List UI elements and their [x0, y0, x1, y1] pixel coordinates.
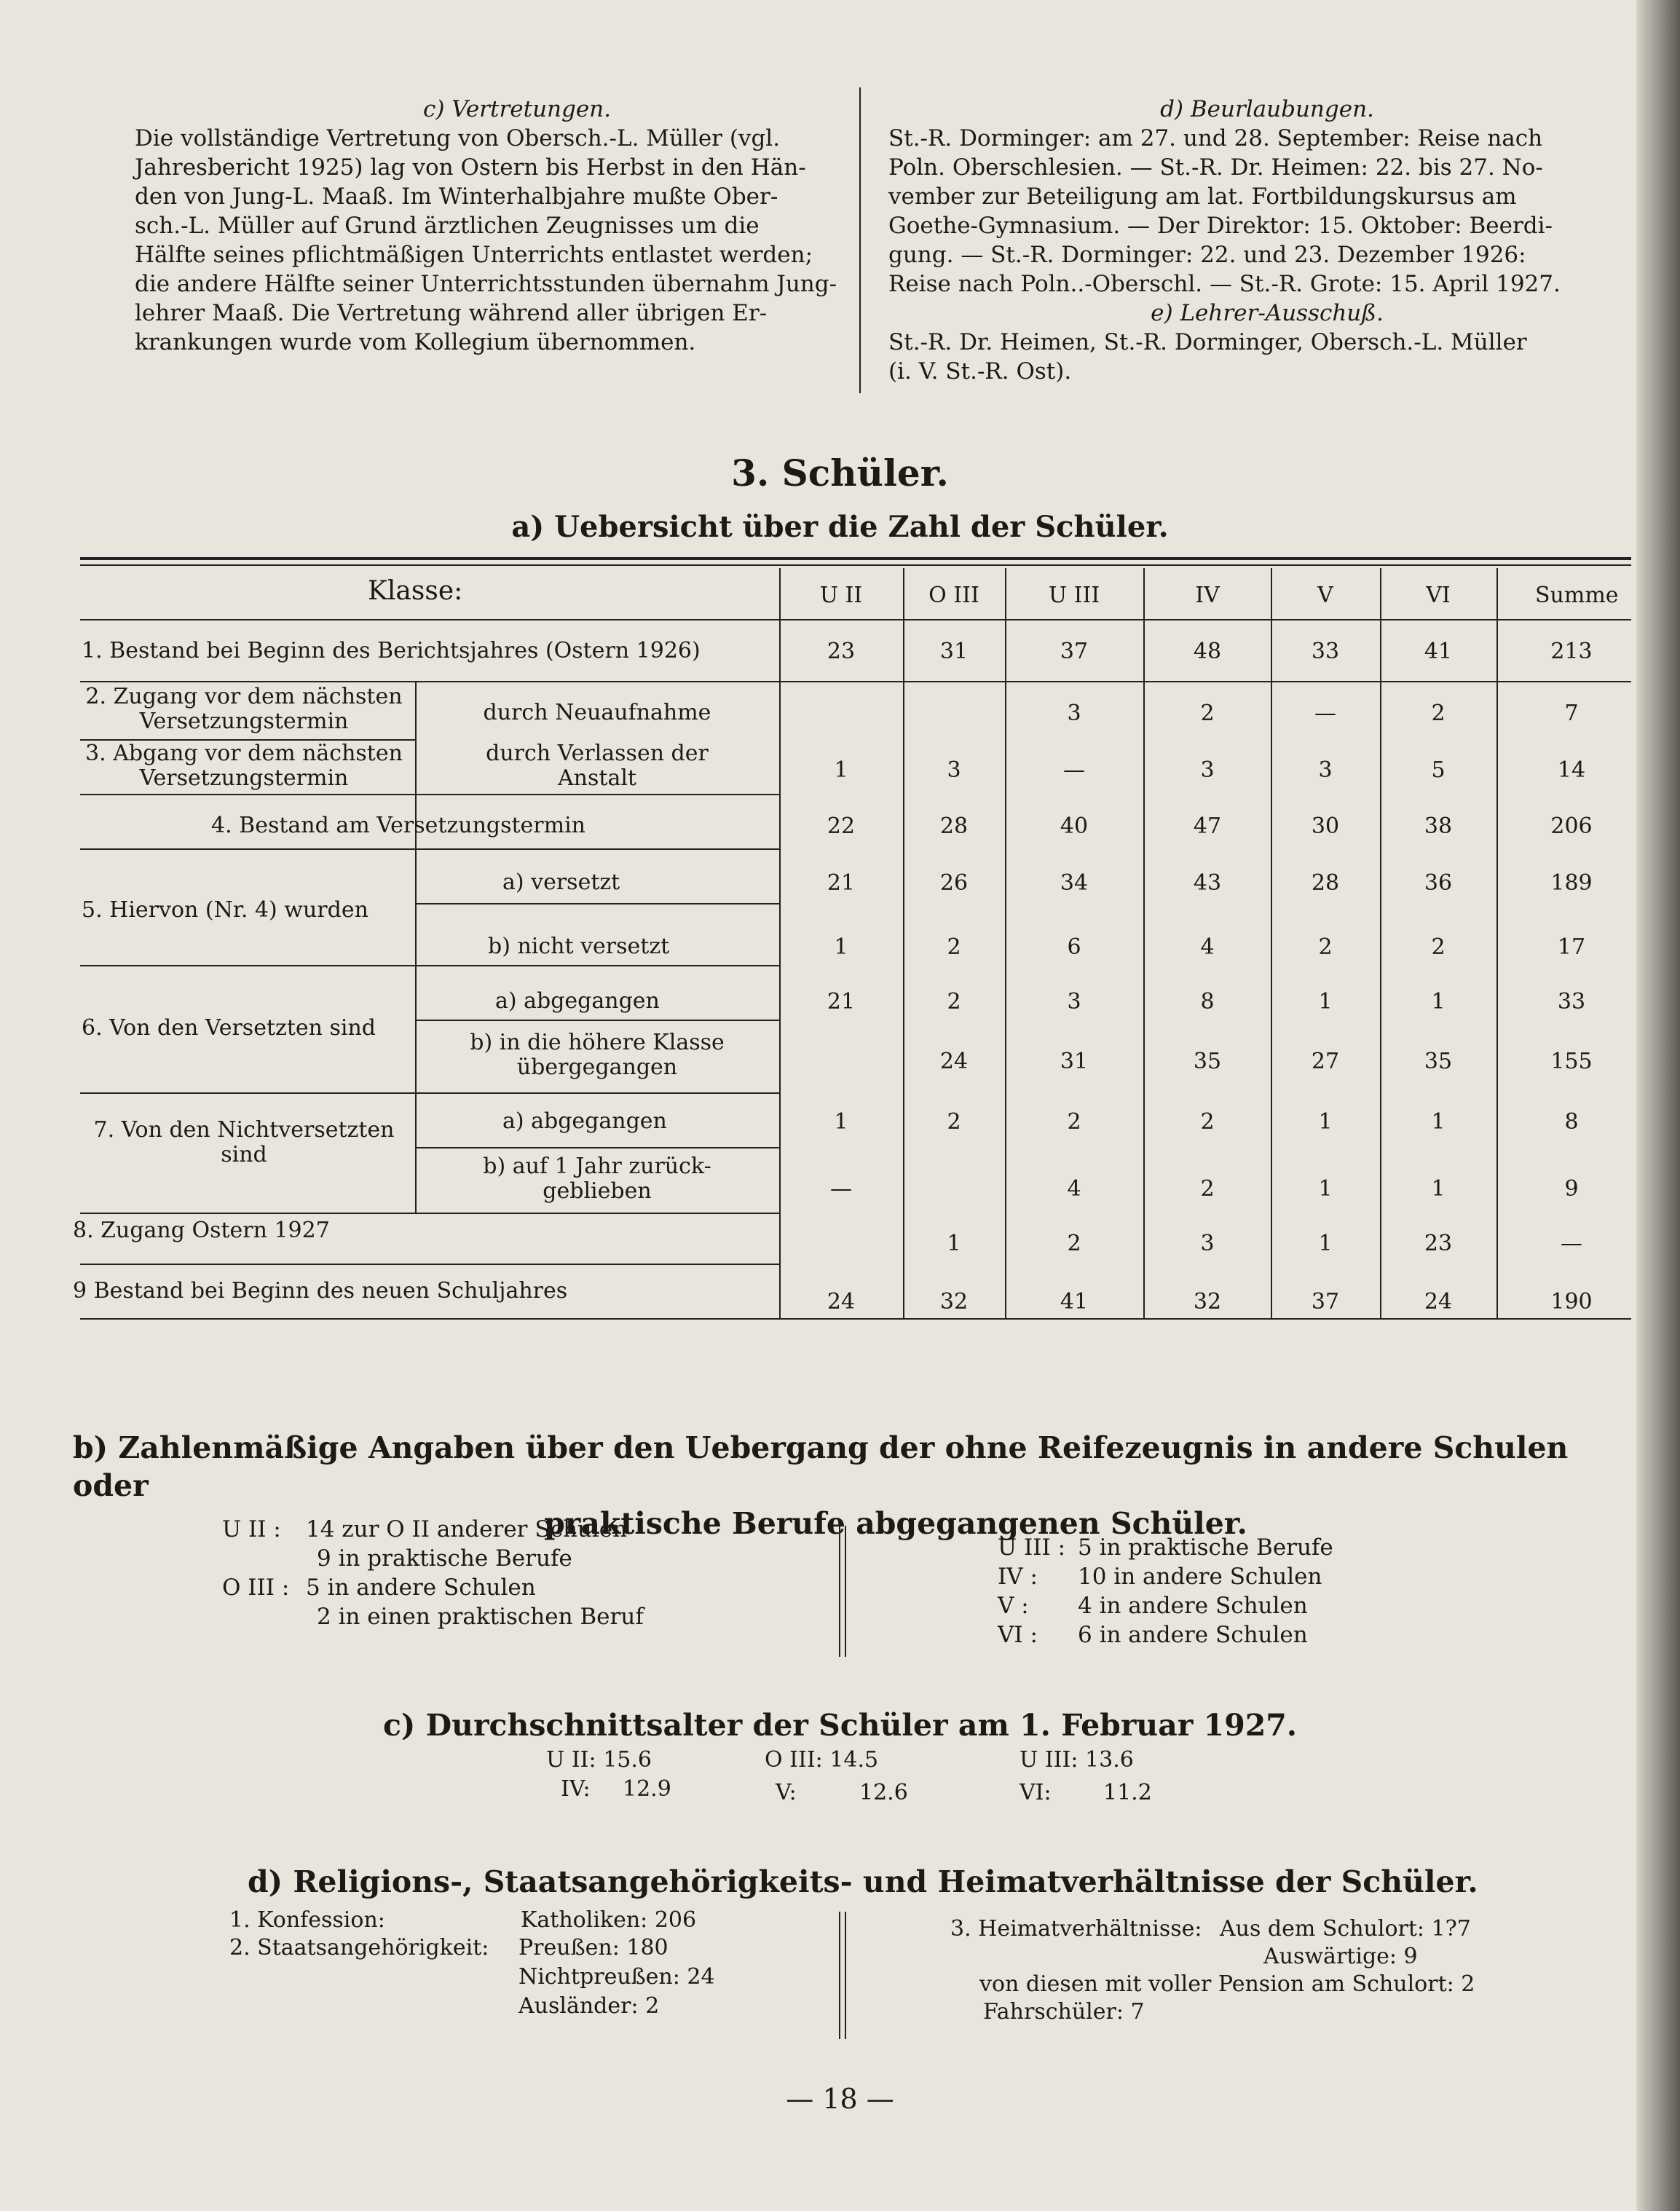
table-cell: 1 — [834, 1109, 848, 1135]
vertretungen-heading: c) Vertretungen. — [422, 96, 612, 122]
vertretungen-text — [135, 124, 841, 357]
list-item-text: 4 in andere Schulen — [1078, 1593, 1308, 1619]
table-cell: 40 — [1060, 813, 1089, 839]
table-rule — [80, 1264, 779, 1265]
table-cell: 37 — [1311, 1289, 1340, 1315]
age-value: 11.2 — [1103, 1780, 1152, 1805]
table-cell: 48 — [1193, 639, 1222, 664]
row-label: 8. Zugang Ostern 1927 — [73, 1218, 330, 1243]
table-cell: 3 — [1200, 1231, 1215, 1256]
text-line: die andere Hälfte seiner Unterrichtsstunden übernahm Jung- — [135, 271, 837, 297]
row-sublabel: durch Neuaufnahme — [483, 700, 711, 725]
klasse-label: Klasse: — [368, 576, 463, 606]
list-item-text: 2 in einen praktischen Beruf — [317, 1604, 644, 1630]
table-cell: 36 — [1424, 870, 1453, 896]
age-class: V: — [776, 1780, 797, 1805]
table-cell: 31 — [939, 639, 969, 664]
age-value: 12.6 — [859, 1780, 908, 1805]
table-cell: 17 — [1557, 934, 1586, 960]
column-header: U III — [1048, 583, 1100, 608]
table-cell: 41 — [1060, 1289, 1089, 1315]
table-cell: 1 — [834, 934, 848, 960]
column-header: IV — [1195, 583, 1220, 608]
table-cell: 2 — [1318, 934, 1333, 960]
table-cell: 32 — [939, 1289, 969, 1315]
table-cell: 2 — [947, 989, 961, 1014]
list-item-text: 5 in andere Schulen — [306, 1574, 536, 1601]
table-cell: 1 — [1318, 989, 1333, 1014]
staat-value: Preußen: 180 — [518, 1935, 669, 1960]
table-rule — [80, 564, 1631, 566]
table-cell: 24 — [1424, 1289, 1453, 1315]
age-value: 13.6 — [1085, 1747, 1134, 1773]
list-item — [222, 1515, 863, 1544]
table-cell: 3 — [1200, 757, 1215, 783]
row-sublabel: a) abgegangen — [502, 1108, 667, 1134]
row-sublabel: b) in die höhere Klasse übergegangen — [470, 1030, 725, 1080]
class-label: VI : — [998, 1622, 1038, 1648]
table-cell: 2 — [1067, 1231, 1081, 1256]
table-cell: 1 — [1318, 1176, 1333, 1202]
row-sublabel: b) auf 1 Jahr zurück-geblieben — [483, 1154, 711, 1204]
table-rule — [80, 1213, 779, 1214]
table-cell: 24 — [827, 1289, 856, 1315]
table-rule — [80, 1318, 1631, 1320]
table-rule — [80, 619, 1631, 620]
table-cell: 2 — [1431, 934, 1446, 960]
table-cell: 1 — [947, 1231, 961, 1256]
table-cell: 5 — [1431, 757, 1446, 783]
row-label: 1. Bestand bei Beginn des Berichtsjahres (Ostern 1926) — [82, 638, 701, 663]
text-line: gung. — St.-R. Dorminger: 22. und 23. Dezember 1926: — [888, 242, 1526, 268]
list-item — [222, 1544, 863, 1573]
table-cell: 24 — [939, 1049, 969, 1074]
column-divider — [845, 1526, 846, 1657]
class-label: IV : — [998, 1564, 1038, 1590]
row-label: 3. Abgang vor dem nächsten Versetzungstermin — [85, 741, 403, 791]
list-item-text: 14 zur O II anderer Schulen — [306, 1516, 628, 1542]
text-line: Goethe-Gymnasium. — Der Direktor: 15. Oktober: Beerdi- — [888, 213, 1553, 239]
age-item — [765, 1748, 878, 1773]
table-cell: 30 — [1311, 813, 1340, 839]
section-c-title: c) Durchschnittsalter der Schüler am 1. Februar 1927. — [382, 1708, 1298, 1743]
age-item — [776, 1781, 908, 1805]
table-cell: 3 — [1318, 757, 1333, 783]
table-cell: 22 — [827, 813, 856, 839]
row-label: 5. Hiervon (Nr. 4) wurden — [82, 897, 368, 923]
column-header: U II — [819, 583, 863, 608]
text-line: Die vollständige Vertretung von Obersch.-L. Müller (vgl. — [135, 125, 781, 151]
table-cell: 28 — [1311, 870, 1340, 896]
table-cell: 9 — [1564, 1176, 1579, 1202]
column-divider — [839, 1526, 840, 1657]
table-cell: 26 — [939, 870, 969, 896]
table-cell: 4 — [1200, 934, 1215, 960]
list-item — [998, 1562, 1507, 1591]
class-label: V : — [998, 1593, 1029, 1619]
row-sublabel: durch Verlassen der Anstalt — [486, 741, 709, 791]
row-label: 7. Von den Nichtversetzten sind — [93, 1117, 395, 1167]
text-line: Reise nach Poln..-Oberschl. — St.-R. Grote: 15. April 1927. — [888, 271, 1561, 297]
table-cell: 35 — [1424, 1049, 1453, 1074]
table-cell: — — [1314, 701, 1336, 726]
text-line: Hälfte seines pflichtmäßigen Unterrichts entlastet werden; — [135, 242, 813, 268]
list-item — [222, 1573, 863, 1602]
text-line: vember zur Beteiligung am lat. Fortbildungskursus am — [888, 184, 1517, 210]
column-header: V — [1317, 583, 1333, 608]
table-cell: 189 — [1550, 870, 1593, 896]
row-label: 6. Von den Versetzten sind — [82, 1015, 376, 1041]
text-line: den von Jung-L. Maaß. Im Winterhalbjahre mußte Ober- — [135, 184, 778, 210]
list-item-text: 6 in andere Schulen — [1078, 1622, 1308, 1648]
table-cell: 2 — [1200, 1109, 1215, 1135]
table-cell: 28 — [939, 813, 969, 839]
konfession-value: Katholiken: 206 — [521, 1907, 697, 1933]
table-vrule — [1496, 568, 1498, 1318]
age-item — [561, 1777, 671, 1802]
text-line: (i. V. St.-R. Ost). — [888, 358, 1072, 385]
table-cell: 2 — [1200, 1176, 1215, 1202]
table-cell: 27 — [1311, 1049, 1340, 1074]
row-label: 4. Bestand am Versetzungstermin — [211, 813, 585, 838]
age-item — [1020, 1781, 1152, 1805]
table-cell: 43 — [1193, 870, 1222, 896]
table-vrule — [779, 568, 781, 1318]
table-rule — [415, 1020, 779, 1021]
section-b-title-line1: b) Zahlenmäßige Angaben über den Uebergang der ohne Reifezeugnis in andere Schulen oder — [73, 1430, 1569, 1503]
table-rule — [80, 794, 779, 795]
table-cell: — — [830, 1176, 852, 1202]
table-cell: 1 — [1431, 1109, 1446, 1135]
table-cell: 33 — [1557, 989, 1586, 1014]
list-item-text: 5 in praktische Berufe — [1078, 1534, 1333, 1561]
table-rule — [80, 965, 779, 966]
table-cell: 23 — [1424, 1231, 1453, 1256]
page-number: — 18 — — [786, 2083, 894, 2115]
list-item — [998, 1620, 1507, 1650]
text-line: Poln. Oberschlesien. — St.-R. Dr. Heimen: 22. bis 27. No- — [888, 154, 1543, 181]
table-cell: 47 — [1193, 813, 1222, 839]
table-cell: 190 — [1550, 1289, 1593, 1315]
table-cell: 32 — [1193, 1289, 1222, 1315]
age-item — [1020, 1748, 1134, 1773]
table-cell: — — [1063, 757, 1085, 783]
staat-label: 2. Staatsangehörigkeit: — [229, 1935, 489, 1960]
table-cell: 2 — [1431, 701, 1446, 726]
table-cell: 1 — [834, 757, 848, 783]
table-cell: 35 — [1193, 1049, 1222, 1074]
beurlaubungen-heading: d) Beurlaubungen. — [1160, 96, 1374, 122]
table-cell: 2 — [1200, 701, 1215, 726]
column-header: Summe — [1535, 583, 1619, 608]
table-cell: 8 — [1564, 1109, 1579, 1135]
table-cell: 21 — [827, 989, 856, 1014]
table-rule — [415, 1147, 779, 1148]
table-cell: 3 — [1067, 989, 1081, 1014]
row-sublabel: a) abgegangen — [495, 988, 660, 1014]
row-label: 2. Zugang vor dem nächsten Versetzungstermin — [85, 684, 403, 734]
heimat-label: 3. Heimatverhältnisse: — [950, 1916, 1202, 1942]
text-line: Jahresbericht 1925) lag von Ostern bis Herbst in den Hän- — [135, 154, 806, 181]
age-class: U II: — [546, 1747, 596, 1773]
text-line: St.-R. Dr. Heimen, St.-R. Dorminger, Obersch.-L. Müller — [888, 329, 1527, 355]
age-item — [546, 1748, 652, 1773]
table-cell: 31 — [1060, 1049, 1089, 1074]
column-header: VI — [1426, 583, 1451, 608]
column-divider — [839, 1912, 840, 2039]
text-line: krankungen wurde vom Kollegium übernommen. — [135, 329, 696, 355]
column-divider — [845, 1912, 846, 2039]
age-class: U III: — [1020, 1747, 1078, 1773]
table-cell: 3 — [1067, 701, 1081, 726]
table-cell: 37 — [1060, 639, 1089, 664]
text-line: sch.-L. Müller auf Grund ärztlichen Zeugnisses um die — [135, 213, 760, 239]
table-cell: 41 — [1424, 639, 1453, 664]
column-divider — [859, 87, 861, 393]
table-cell: 2 — [947, 1109, 961, 1135]
table-vrule — [1380, 568, 1381, 1318]
section-b-right — [998, 1533, 1507, 1650]
age-value: 14.5 — [829, 1747, 879, 1773]
section-d-title: d) Religions-, Staatsangehörigkeits- und Heimatverhältnisse der Schüler. — [248, 1864, 1478, 1899]
table-cell: 206 — [1550, 813, 1593, 839]
list-item — [998, 1591, 1507, 1620]
list-item-text: 10 in andere Schulen — [1078, 1564, 1322, 1590]
table-cell: 1 — [1431, 989, 1446, 1014]
heimat-value: Fahrschüler: 7 — [983, 1999, 1145, 2025]
list-item — [998, 1533, 1507, 1562]
age-class: VI: — [1020, 1780, 1052, 1805]
table-cell: 2 — [947, 934, 961, 960]
table-cell: 155 — [1550, 1049, 1593, 1074]
table-vrule — [1005, 568, 1006, 1318]
heimat-value: von diesen mit voller Pension am Schulort: 2 — [979, 1971, 1475, 1997]
table-cell: 1 — [1318, 1109, 1333, 1135]
class-label: U II : — [222, 1516, 281, 1542]
table-rule — [80, 557, 1631, 560]
table-cell: 4 — [1067, 1176, 1081, 1202]
column-header: O III — [928, 583, 979, 608]
text-line: lehrer Maaß. Die Vertretung während aller übrigen Er- — [135, 300, 768, 326]
table-cell: 7 — [1564, 701, 1579, 726]
class-label: O III : — [222, 1574, 290, 1601]
staat-value: Ausländer: 2 — [518, 1993, 660, 2019]
table-cell: 38 — [1424, 813, 1453, 839]
text-line: St.-R. Dorminger: am 27. und 28. September: Reise nach — [888, 125, 1543, 151]
list-item — [222, 1602, 863, 1631]
table-cell: 8 — [1200, 989, 1215, 1014]
table-cell: 2 — [1067, 1109, 1081, 1135]
age-value: 15.6 — [603, 1747, 652, 1773]
age-value: 12.9 — [623, 1776, 671, 1802]
table-cell: 1 — [1431, 1176, 1446, 1202]
vertretungen-section — [135, 95, 841, 357]
age-class: IV: — [561, 1776, 591, 1802]
row-label: 9 Bestand bei Beginn des neuen Schuljahres — [73, 1278, 568, 1304]
class-label: U III : — [998, 1534, 1066, 1561]
beurlaubungen-section — [888, 95, 1646, 386]
section-title: 3. Schüler. — [731, 452, 949, 494]
age-class: O III: — [765, 1747, 823, 1773]
row-sublabel: b) nicht versetzt — [488, 934, 670, 959]
table-rule — [415, 903, 779, 904]
list-item-text: 9 in praktische Berufe — [317, 1545, 572, 1572]
table-vrule — [1143, 568, 1145, 1318]
table-rule — [80, 848, 779, 850]
row-sublabel: a) versetzt — [502, 870, 620, 895]
table-vrule — [903, 568, 904, 1318]
table-cell: 23 — [827, 639, 856, 664]
table-cell: 6 — [1067, 934, 1081, 960]
table-title: a) Uebersicht über die Zahl der Schüler. — [511, 510, 1169, 544]
table-cell: 33 — [1311, 639, 1340, 664]
table-cell: 1 — [1318, 1231, 1333, 1256]
heimat-value: Aus dem Schulort: 1?7 — [1220, 1916, 1471, 1942]
staat-value: Nichtpreußen: 24 — [518, 1964, 715, 1990]
table-rule — [80, 681, 1631, 682]
table-vrule — [1271, 568, 1272, 1318]
table-cell: 14 — [1557, 757, 1586, 783]
table-rule — [80, 1092, 779, 1094]
table-cell: 3 — [947, 757, 961, 783]
heimat-value: Auswärtige: 9 — [1263, 1944, 1418, 1969]
section-b-title-line2: praktische Berufe abgegangenen Schüler. — [544, 1506, 1247, 1541]
table-cell: 213 — [1550, 639, 1593, 664]
table-cell: 21 — [827, 870, 856, 896]
section-b-left — [222, 1515, 863, 1631]
konfession-label: 1. Konfession: — [229, 1907, 385, 1933]
table-cell: — — [1561, 1231, 1582, 1256]
lehrer-ausschuss-heading: e) Lehrer-Ausschuß. — [1151, 300, 1384, 326]
table-cell: 34 — [1060, 870, 1089, 896]
